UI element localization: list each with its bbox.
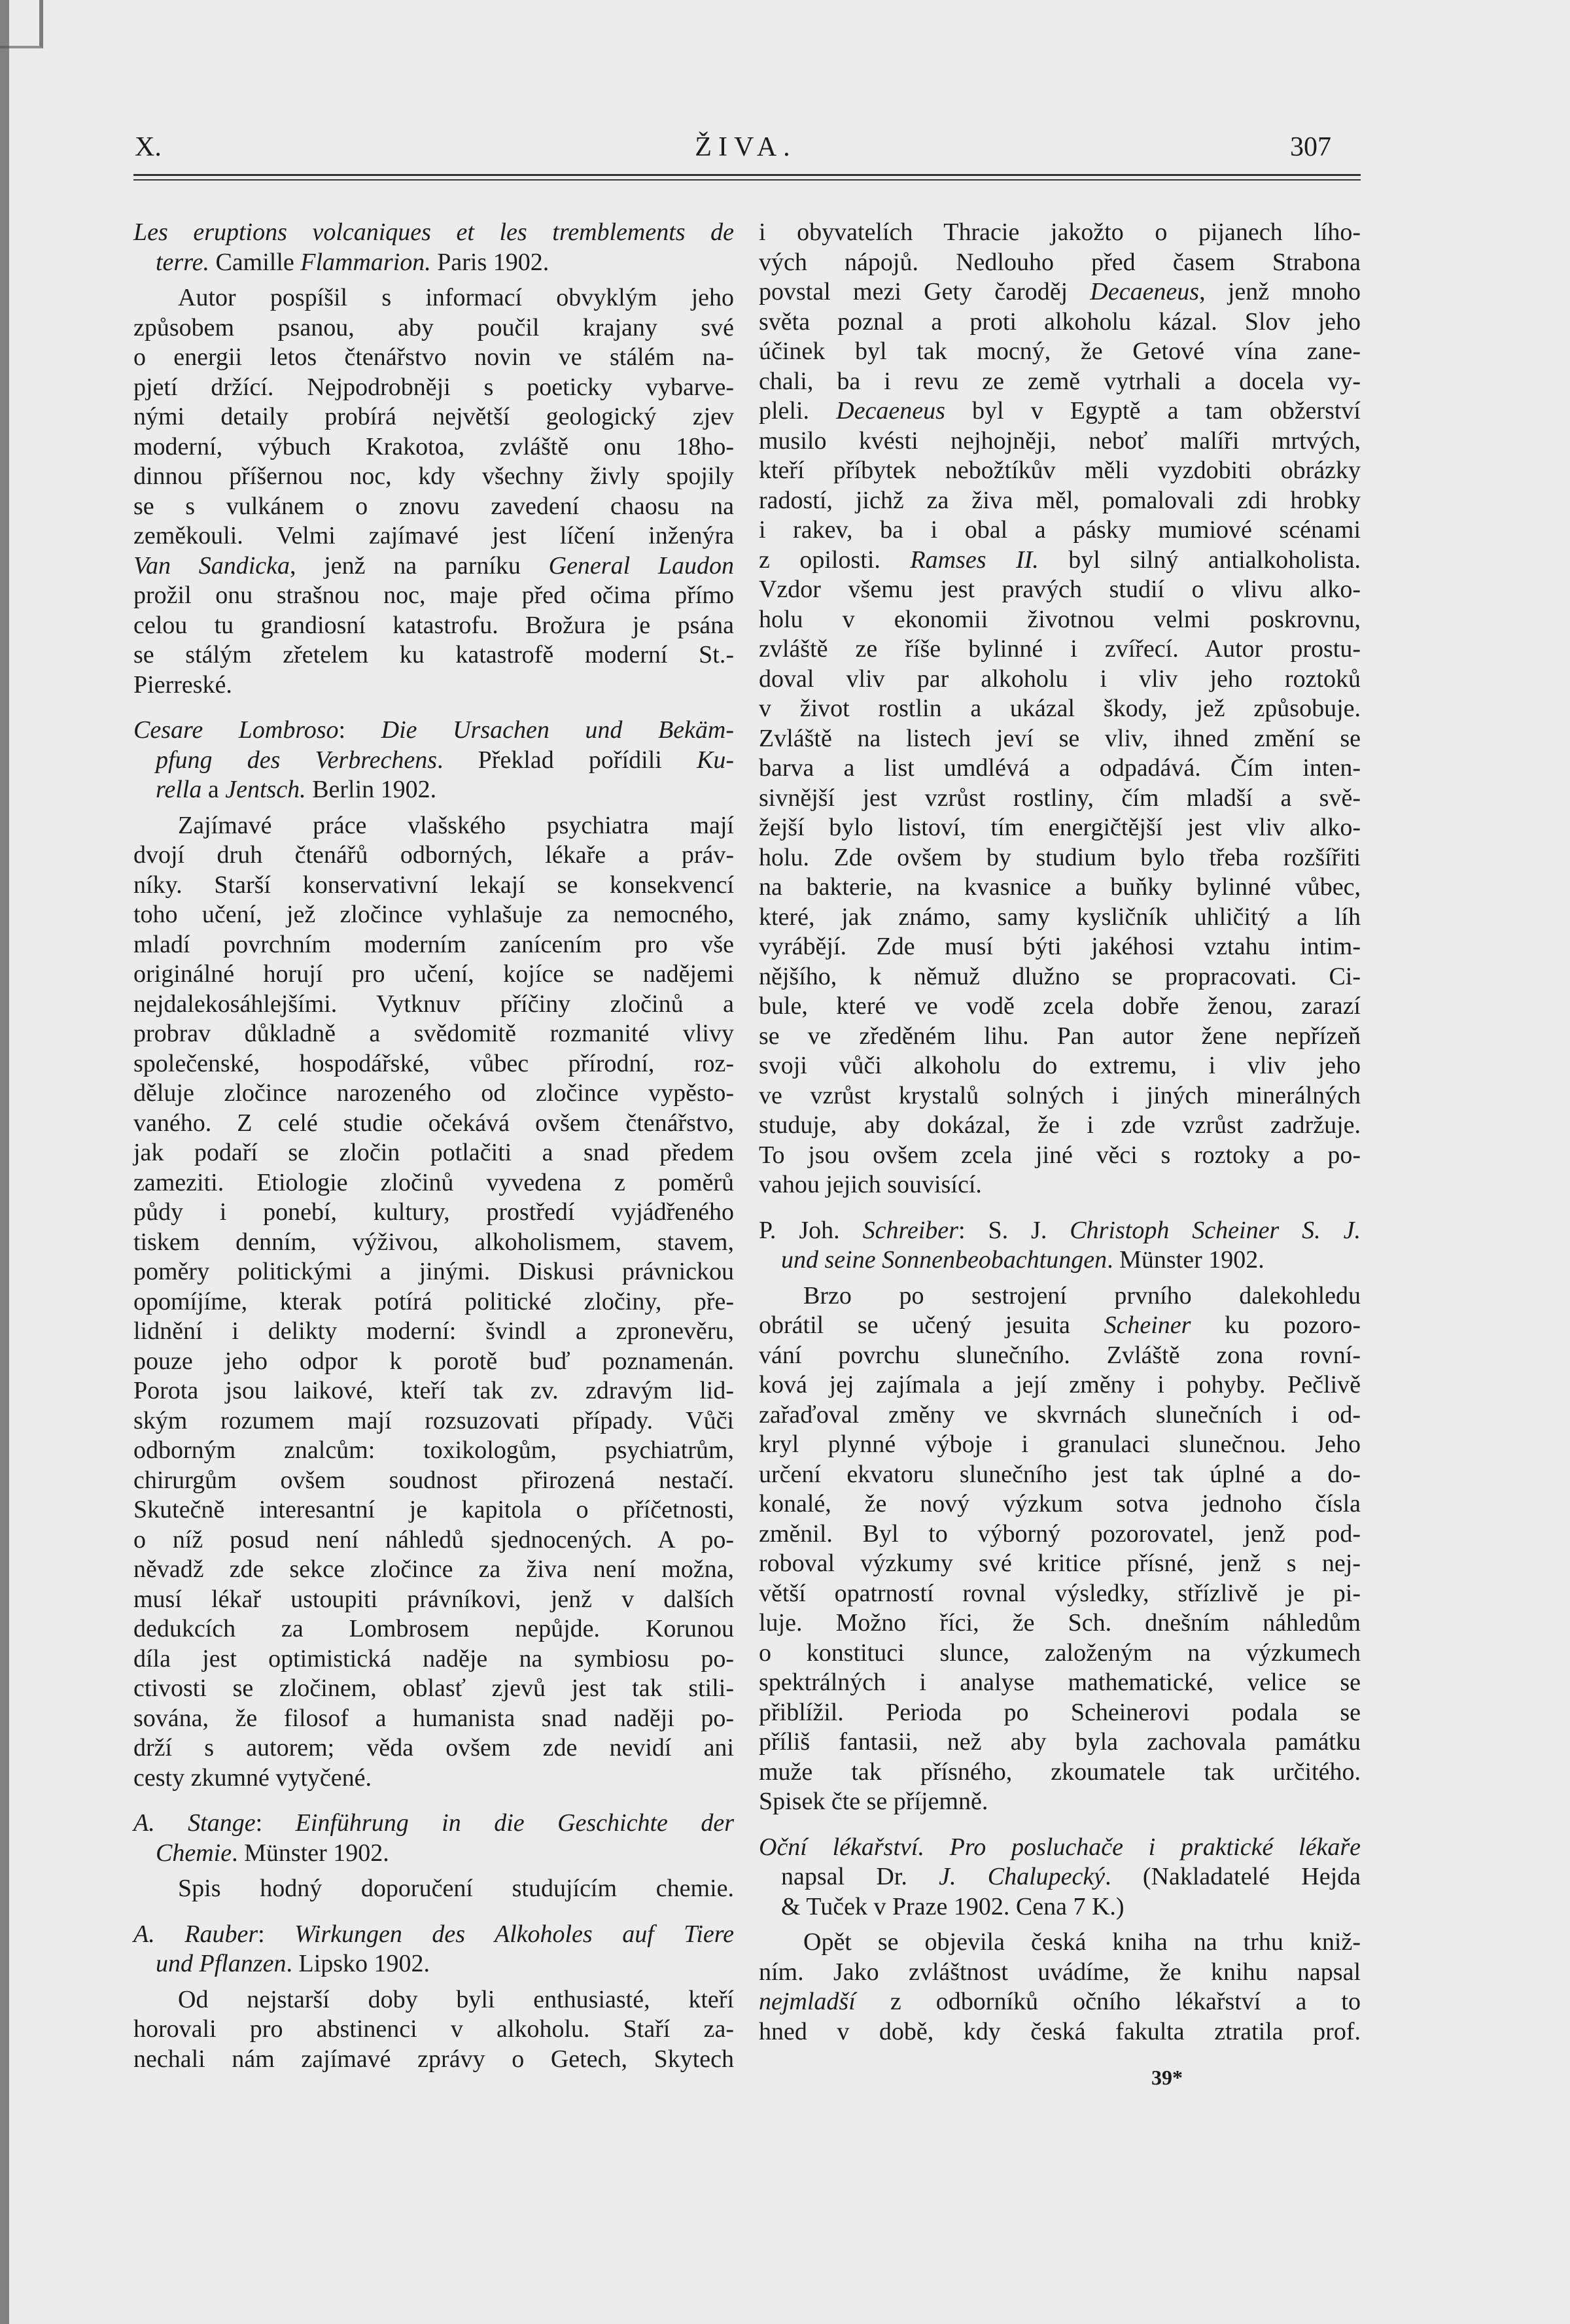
- text-line: originálné horují pro učení, kojíce se nadějemi: [133, 960, 734, 988]
- text-line: toho učení, jež zločince vyhlašuje za nemocného,: [133, 901, 734, 928]
- italic-text: Chemie: [156, 1839, 232, 1867]
- roman-text: :: [258, 1920, 295, 1948]
- text-line: se ve zředěném lihu. Pan autor žene nepřízeň: [759, 1022, 1361, 1050]
- text-line: ctivosti se zločinem, oblasť zjevů jest tak stili-: [133, 1674, 734, 1702]
- text-line: [759, 396, 1361, 426]
- italic-text: Cesare Lombroso: [133, 716, 339, 744]
- text-line: pouze jeho odpor k porotě buď poznamenán.: [133, 1347, 734, 1375]
- text-line: [133, 1949, 734, 1979]
- roman-text: . Münster 1902.: [1107, 1246, 1265, 1274]
- scan-corner-mark: [0, 0, 43, 48]
- roman-text: a: [201, 776, 226, 803]
- text-line: vaného. Z celé studie očekává ovšem čtenářstvo,: [133, 1109, 734, 1137]
- text-line: žejší bylo listoví, tím energičtější jest vliv alko-: [759, 814, 1361, 841]
- italic-text: General Laudon: [548, 551, 734, 580]
- scan-edge-shadow: [0, 0, 9, 2324]
- header-rule-bottom: [133, 179, 1361, 181]
- roman-text: . Překlad pořídili: [437, 746, 697, 774]
- roman-text: byl silný antialkoholista.: [1038, 546, 1361, 574]
- review-paragraph: [133, 1874, 734, 1904]
- text-line: nejdalekosáhlejšími. Vytknuv příčiny zločinů a: [133, 990, 734, 1018]
- roman-text: Paris 1902.: [430, 248, 550, 276]
- text-line: [133, 1920, 734, 1950]
- roman-text: povstal mezi Gety čaroděj: [759, 278, 1090, 305]
- roman-text: : S. J.: [958, 1216, 1070, 1244]
- text-line: díla jest optimistická naděje na symbiosu po-: [133, 1644, 734, 1673]
- text-line: sivnější jest vzrůst rostliny, čím mladší a svě-: [759, 784, 1361, 812]
- text-line: Opět se objevila česká kniha na trhu kniž-: [803, 1928, 1361, 1956]
- text-line: holu. Zde ovšem by studium bylo třeba rozšířiti: [759, 843, 1361, 871]
- text-line: způsobem psanou, aby poučil krajany své: [133, 313, 734, 341]
- text-line: moderní, výbuch Krakotoa, zvláště onu 18ho-: [133, 432, 734, 460]
- italic-text: Jentsch.: [225, 776, 306, 803]
- text-line: děluje zločince narozeného od zločince vypěsto-: [133, 1079, 734, 1107]
- header-rule-top: [133, 174, 1361, 176]
- text-line: [759, 1245, 1361, 1275]
- text-line: pjetí držící. Nejpodrobněji s poeticky vybarve-: [133, 373, 734, 401]
- text-line: roboval výzkumy své kritice přísné, jenž s nej-: [759, 1550, 1361, 1577]
- roman-text: :: [255, 1809, 296, 1837]
- text-line: vahou jejich souvisící.: [759, 1171, 982, 1198]
- text-line: účinek byl tak mocný, že Getové vína zane-: [759, 338, 1361, 365]
- left-column: [133, 218, 734, 2074]
- text-line: Spis hodný doporučení studujícím chemie.: [178, 1875, 734, 1902]
- text-line: světa poznal a proti alkoholu kázal. Slov jeho: [759, 307, 1361, 336]
- text-line: Zvláště na listech jeví se vliv, ihned změní se: [759, 724, 1361, 752]
- text-line: o konstituci slunce, založeným na výzkumech: [759, 1639, 1361, 1667]
- sheet-signature: 39*: [1151, 2066, 1183, 2089]
- text-line: luje. Možno říci, že Sch. dnešním náhledům: [759, 1609, 1361, 1637]
- text-line: se s vulkánem o znovu zavedení chaosu na: [133, 492, 734, 520]
- text-line: Od nejstarší doby byli enthusiasté, kteří: [178, 1985, 734, 2013]
- italic-text: Van Sandicka: [133, 551, 290, 580]
- text-line: [759, 277, 1361, 307]
- text-line: Zajímavé práce vlašského psychiatra mají: [178, 811, 734, 839]
- review-paragraph: [133, 1985, 734, 2075]
- text-line: jak podaří se zločin potlačiti a snad předem: [133, 1139, 734, 1166]
- text-line: nými detaily probírá největší geologický zjev: [133, 403, 734, 430]
- italic-text: Christoph Scheiner S. J.: [1070, 1216, 1361, 1244]
- roman-text: . Lipsko 1902.: [286, 1950, 430, 1977]
- roman-text: Berlin 1902.: [305, 776, 437, 803]
- text-line: dinnou příšernou noc, kdy všechny živly spojily: [133, 462, 734, 490]
- text-line: větší opatrností rovnal výsledky, střízlivě je pi-: [759, 1579, 1361, 1607]
- text-line: musí lékař ustoupiti právníkovi, jenž v dalších: [133, 1585, 734, 1613]
- text-line: nějšího, k němuž dlužno se propracovati. Ci-: [759, 962, 1361, 990]
- text-line: [759, 1987, 1361, 2017]
- italic-text: Scheiner: [1104, 1311, 1191, 1339]
- text-line: něvadž zde sekce zločince za živa není možna,: [133, 1555, 734, 1583]
- text-line: změnil. Byl to výborný pozorovatel, jenž pod-: [759, 1519, 1361, 1548]
- text-line: příliš fantasii, než aby byla zachovala památku: [759, 1728, 1361, 1756]
- italic-text: A. Rauber: [133, 1920, 258, 1948]
- italic-text: J. Chalupecký: [939, 1863, 1106, 1890]
- text-line: [133, 551, 734, 581]
- roman-text: napsal Dr.: [781, 1863, 939, 1890]
- text-line: dvojí druh čtenářů odborných, lékaře a práv-: [133, 841, 734, 869]
- italic-text: Oční lékařství. Pro posluchače i praktické lékaře: [759, 1833, 1361, 1861]
- text-line: opomíjíme, kterak potírá politické zločiny, pře-: [133, 1287, 734, 1315]
- roman-text: , jenž mnoho: [1199, 278, 1361, 305]
- text-line: ve vzrůst krystalů solných i jiných minerálných: [759, 1081, 1361, 1109]
- text-line: poměry politickými a jinými. Diskusi právnickou: [133, 1258, 734, 1285]
- text-line: [133, 746, 734, 776]
- italic-text: Les eruptions volcaniques et les tremblements de: [133, 218, 734, 246]
- italic-text: und Pflanzen: [156, 1950, 287, 1977]
- text-line: [133, 1809, 734, 1839]
- text-line: zeměkouli. Velmi zajímavé jest líčení inženýra: [133, 522, 734, 549]
- italic-text: rella: [156, 776, 202, 803]
- text-line: Pierreské.: [133, 670, 232, 699]
- text-line: chirurgům ovšem soudnost přirozená nestačí.: [133, 1466, 734, 1494]
- text-line: Vzdor všemu jest pravých studií o vlivu alko-: [759, 576, 1361, 603]
- text-line: ková jej zajímala a její změny i pohyby. Pečlivě: [759, 1371, 1361, 1398]
- italic-text: Flammarion.: [300, 248, 431, 276]
- review-heading: [133, 218, 734, 277]
- text-line: i obyvatelích Thracie jakožto o pijanech lího-: [759, 218, 1361, 246]
- text-line: hned v době, kdy česká fakulta ztratila prof.: [759, 2017, 1361, 2045]
- text-line: radostí, jichž za živa měl, pomalovali zdi hrobky: [759, 486, 1361, 514]
- text-line: celou tu grandiosní katastrofu. Brožura je psána: [133, 611, 734, 639]
- text-line: půdy i ponebí, kultury, prostředí vyjádřeného: [133, 1198, 734, 1226]
- roman-text: & Tuček v Praze 1902. Cena 7 K.): [781, 1892, 1125, 1920]
- text-line: sována, že filosof a humanista snad naději po-: [133, 1704, 734, 1732]
- text-line: musilo kvésti nejhojněji, neboť malíři mrtvých,: [759, 426, 1361, 455]
- text-line: [133, 248, 734, 278]
- roman-text: z odborníků očního lékařství a to: [855, 1988, 1361, 2015]
- text-line: [759, 1833, 1361, 1863]
- page-number: 307: [1290, 132, 1331, 162]
- roman-text: obrátil se učený jesuita: [759, 1311, 1104, 1339]
- text-line: společenské, hospodářské, vůbec přírodní, roz-: [133, 1049, 734, 1077]
- italic-text: Ramses II.: [910, 546, 1039, 574]
- text-line: To jsou ovšem zcela jiné věci s roztoky a po-: [759, 1141, 1361, 1169]
- review-heading: [759, 1833, 1361, 1922]
- text-line: vání povrchu slunečního. Zvláště zona rovní-: [759, 1341, 1361, 1369]
- italic-text: Einführung in die Geschichte der: [295, 1809, 734, 1837]
- review-paragraph: [759, 1928, 1361, 2047]
- text-line: doval vliv par alkoholu i vliv jeho roztoků: [759, 665, 1361, 693]
- right-column: [759, 218, 1361, 2047]
- text-line: Porota jsou laikové, kteří tak zv. zdravým lid-: [133, 1377, 734, 1404]
- text-line: [759, 1892, 1361, 1922]
- text-line: [759, 1862, 1361, 1892]
- text-line: ským rozumem mají rozsuzovati případy. Vůči: [133, 1406, 734, 1434]
- review-heading: [133, 716, 734, 805]
- text-line: cesty zkumné vytyčené.: [133, 1763, 372, 1792]
- roman-text: , jenž na parníku: [290, 551, 549, 580]
- text-line: vyrábějí. Zde musí býti jakéhosi vztahu intim-: [759, 933, 1361, 960]
- text-line: Autor pospíšil s informací obvyklým jeho: [178, 284, 734, 311]
- text-line: o níž posud není náhledů sjednocených. A po-: [133, 1525, 734, 1553]
- text-line: bule, které ve vodě zcela dobře ženou, zarazí: [759, 992, 1361, 1020]
- text-line: [133, 1839, 734, 1869]
- text-line: probrav důkladně a svědomitě rozmanité vlivy: [133, 1020, 734, 1047]
- text-line: svoji vůči alkoholu do extremu, i vliv jeho: [759, 1052, 1361, 1079]
- italic-text: und seine Sonnenbeobachtungen: [781, 1246, 1108, 1274]
- roman-text: . (Nakladatelé Hejda: [1105, 1863, 1361, 1890]
- italic-text: pfung des Verbrechens: [156, 746, 437, 774]
- text-line: vých nápojů. Nedlouho před časem Strabona: [759, 248, 1361, 276]
- review-paragraph: [759, 1281, 1361, 1817]
- text-line: Skutečně interesantní je kapitola o příčetnosti,: [133, 1496, 734, 1523]
- text-line: horovali pro abstinenci v alkoholu. Staří za-: [133, 2015, 734, 2043]
- text-line: chali, ba i revu ze země vytrhali a docela vy-: [759, 367, 1361, 395]
- italic-text: Wirkungen des Alkoholes auf Tiere: [294, 1920, 735, 1948]
- roman-text: z opilosti.: [759, 546, 911, 574]
- text-line: dedukcích za Lombrosem nepůjde. Korunou: [133, 1615, 734, 1642]
- text-line: muže tak přísného, zkoumatele tak určitého.: [759, 1758, 1361, 1786]
- roman-text: . Münster 1902.: [232, 1839, 389, 1867]
- text-line: [133, 775, 734, 805]
- text-line: zařaďoval změny ve skvrnách slunečních i od-: [759, 1400, 1361, 1429]
- italic-text: Schreiber: [862, 1216, 958, 1244]
- text-line: lidnění i delikty moderní: švindl a zpronevěru,: [133, 1317, 734, 1345]
- text-line: [759, 1216, 1361, 1246]
- review-paragraph: [133, 283, 734, 700]
- italic-text: terre.: [156, 248, 209, 276]
- italic-text: Die Ursachen und Bekäm-: [381, 716, 734, 744]
- text-line: na bakterie, na kvasnice a buňky bylinné vůbec,: [759, 873, 1361, 901]
- text-line: ním. Jako zvláštnost uvádíme, že knihu napsal: [759, 1958, 1361, 1986]
- review-paragraph: [759, 218, 1361, 1200]
- roman-text: Camille: [209, 248, 301, 276]
- text-line: prožil onu strašnou noc, maje před očima přímo: [133, 581, 734, 609]
- text-line: i rakev, ba i obal a pásky mumiové scénami: [759, 516, 1361, 544]
- text-line: mladí povrchním moderním zanícením pro vše: [133, 930, 734, 958]
- journal-title: ŽIVA.: [695, 132, 797, 162]
- text-line: studuje, aby dokázal, že i zde vzrůst zadržuje.: [759, 1111, 1361, 1139]
- roman-text: P. Joh.: [759, 1216, 863, 1244]
- review-heading: [759, 1216, 1361, 1275]
- text-line: drží s autorem; věda ovšem zde nevidí ani: [133, 1734, 734, 1761]
- italic-text: A. Stange: [133, 1809, 256, 1837]
- text-line: nechali nám zajímavé zprávy o Getech, Skytech: [133, 2045, 734, 2073]
- text-line: určení ekvatoru slunečního jest tak úplné a do-: [759, 1460, 1361, 1488]
- text-line: tiskem denním, výživou, alkoholismem, stavem,: [133, 1228, 734, 1256]
- roman-text: ku pozoro-: [1191, 1311, 1361, 1339]
- text-line: Brzo po sestrojení prvního dalekohledu: [803, 1281, 1361, 1309]
- text-line: [133, 716, 734, 746]
- text-line: odborným znalcům: toxikologům, psychiatrům,: [133, 1436, 734, 1464]
- italic-text: Decaeneus: [1090, 278, 1200, 305]
- text-line: [133, 218, 734, 248]
- text-line: kryl plynné výboje i granulaci slunečnou. Jeho: [759, 1431, 1361, 1458]
- text-line: spektrálných i analyse mathematické, velice se: [759, 1669, 1361, 1696]
- text-line: přiblížil. Perioda po Scheinerovi podala se: [759, 1698, 1361, 1726]
- review-paragraph: [133, 811, 734, 1794]
- text-line: zvláště ze říše bylinné i zvířecí. Autor prostu-: [759, 635, 1361, 663]
- text-line: zameziti. Etiologie zločinů vyvedena z poměrů: [133, 1168, 734, 1196]
- text-line: holu v ekonomii životnou velmi poskrovnu,: [759, 605, 1361, 633]
- italic-text: Decaeneus: [836, 397, 945, 425]
- text-line: [759, 546, 1361, 576]
- review-heading: [133, 1920, 734, 1979]
- roman-text: :: [338, 716, 381, 744]
- volume-number: X.: [135, 132, 162, 162]
- text-line: konalé, že nový výzkum sotva jednoho čísla: [759, 1490, 1361, 1518]
- roman-text: pleli.: [759, 397, 837, 425]
- text-line: v život rostlin a ukázal škody, jež způsobuje.: [759, 695, 1361, 722]
- italic-text: nejmladší: [759, 1988, 856, 2015]
- text-line: [759, 1311, 1361, 1341]
- text-line: se stálým zřetelem ku katastrofě moderní St.-: [133, 641, 734, 668]
- text-line: kteří příbytek nebožtíkův měli vyzdobiti obrázky: [759, 457, 1361, 484]
- text-line: Spisek čte se příjemně.: [759, 1788, 988, 1815]
- text-line: barva a list umdlévá a odpadává. Čím inten-: [759, 754, 1361, 782]
- roman-text: byl v Egyptě a tam obžerství: [945, 397, 1361, 425]
- italic-text: Ku-: [697, 746, 734, 774]
- review-heading: [133, 1809, 734, 1868]
- text-line: níky. Starší konservativní lekají se konsekvencí: [133, 871, 734, 899]
- text-line: které, jak známo, samy kysličník uhličitý a líh: [759, 903, 1361, 931]
- text-line: o energii letos čtenářstvo novin ve stálém na-: [133, 343, 734, 371]
